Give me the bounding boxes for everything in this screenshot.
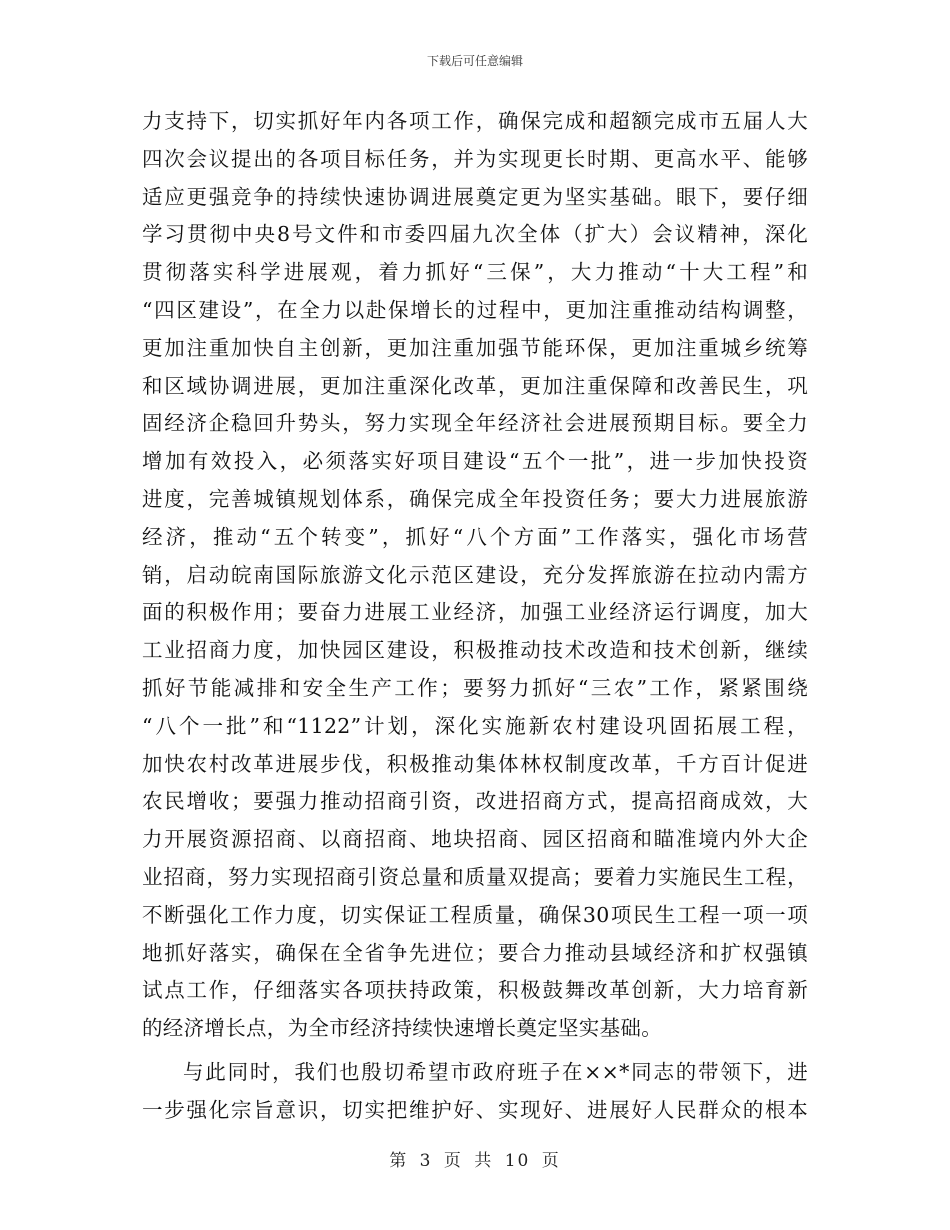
text-line: 不断强化工作力度，切实保证工程质量，确保30项民生工程一项一项 bbox=[142, 902, 808, 927]
text-line: 经济，推动“五个转变”，抓好“八个方面”工作落实，强化市场营 bbox=[142, 524, 808, 549]
text-line: 工业招商力度，加快园区建设，积极推动技术改造和技术创新，继续 bbox=[142, 638, 808, 663]
footer-label-end: 页 bbox=[541, 1151, 561, 1171]
text-line: 业招商，努力实现招商引资总量和质量双提高；要着力实施民生工程， bbox=[142, 864, 808, 889]
text-line: 力支持下，切实抓好年内各项工作，确保完成和超额完成市五届人大 bbox=[142, 109, 808, 133]
text-line: 和区域协调进展，更加注重深化改革，更加注重保障和改善民生，巩 bbox=[142, 373, 808, 398]
footer-total-pages: 10 bbox=[504, 1151, 531, 1171]
text-line: 力开展资源招商、以商招商、地块招商、园区招商和瞄准境内外大企 bbox=[142, 827, 808, 852]
page-header: 下载后可任意编辑 bbox=[426, 54, 523, 68]
text-line: 农民增收；要强力推动招商引资，改进招商方式，提高招商成效，大 bbox=[142, 789, 808, 814]
paragraph-2 bbox=[142, 1054, 808, 1130]
footer-label-page: 第 bbox=[389, 1151, 409, 1171]
text-line: “四区建设”，在全力以赴保增长的过程中，更加注重推动结构调整， bbox=[142, 297, 808, 322]
text-line: 一步强化宗旨意识，切实把维护好、实现好、进展好人民群众的根本 bbox=[142, 1097, 808, 1122]
footer-label-of: 页 bbox=[443, 1151, 463, 1171]
text-line: 加快农村改革进展步伐，积极推动集体林权制度改革，千方百计促进 bbox=[142, 751, 808, 776]
text-line: 地抓好落实，确保在全省争先进位；要合力推动县域经济和扩权强镇 bbox=[142, 940, 808, 965]
text-line: 贯彻落实科学进展观，着力抓好“三保”，大力推动“十大工程”和 bbox=[142, 260, 808, 285]
text-line: 的经济增长点，为全市经济持续快速增长奠定坚实基础。 bbox=[142, 1016, 662, 1041]
text-line: “八个一批”和“1122”计划，深化实施新农村建设巩固拓展工程， bbox=[142, 713, 808, 738]
document-body bbox=[142, 103, 808, 1130]
paragraph-1 bbox=[142, 103, 808, 1048]
footer-label-total: 共 bbox=[474, 1151, 494, 1171]
text-line: 与此同时，我们也殷切希望市政府班子在××*同志的带领下，进 bbox=[183, 1059, 808, 1084]
text-line: 抓好节能减排和安全生产工作；要努力抓好“三农”工作，紧紧围绕 bbox=[142, 675, 808, 700]
text-line: 固经济企稳回升势头，努力实现全年经济社会进展预期目标。要全力 bbox=[142, 411, 808, 436]
text-line: 增加有效投入，必须落实好项目建设“五个一批”，进一步加快投资 bbox=[142, 449, 808, 474]
text-line: 更加注重加快自主创新，更加注重加强节能环保，更加注重城乡统筹 bbox=[142, 335, 808, 360]
text-line: 进度，完善城镇规划体系，确保完成全年投资任务；要大力进展旅游 bbox=[142, 486, 808, 511]
text-line: 试点工作，仔细落实各项扶持政策，积极鼓舞改革创新，大力培育新 bbox=[142, 978, 808, 1003]
text-line: 学习贯彻中央8号文件和市委四届九次全体（扩大）会议精神，深化 bbox=[142, 222, 808, 247]
text-line: 适应更强竞争的持续快速协调进展奠定更为坚实基础。眼下，要仔细 bbox=[142, 184, 808, 209]
footer-current-page: 3 bbox=[419, 1151, 433, 1171]
text-line: 销，启动皖南国际旅游文化示范区建设，充分发挥旅游在拉动内需方 bbox=[142, 562, 808, 587]
text-line: 四次会议提出的各项目标任务，并为实现更长时期、更高水平、能够 bbox=[142, 146, 808, 171]
text-line: 面的积极作用；要奋力进展工业经济，加强工业经济运行调度，加大 bbox=[142, 600, 808, 625]
page-footer bbox=[0, 1146, 950, 1171]
